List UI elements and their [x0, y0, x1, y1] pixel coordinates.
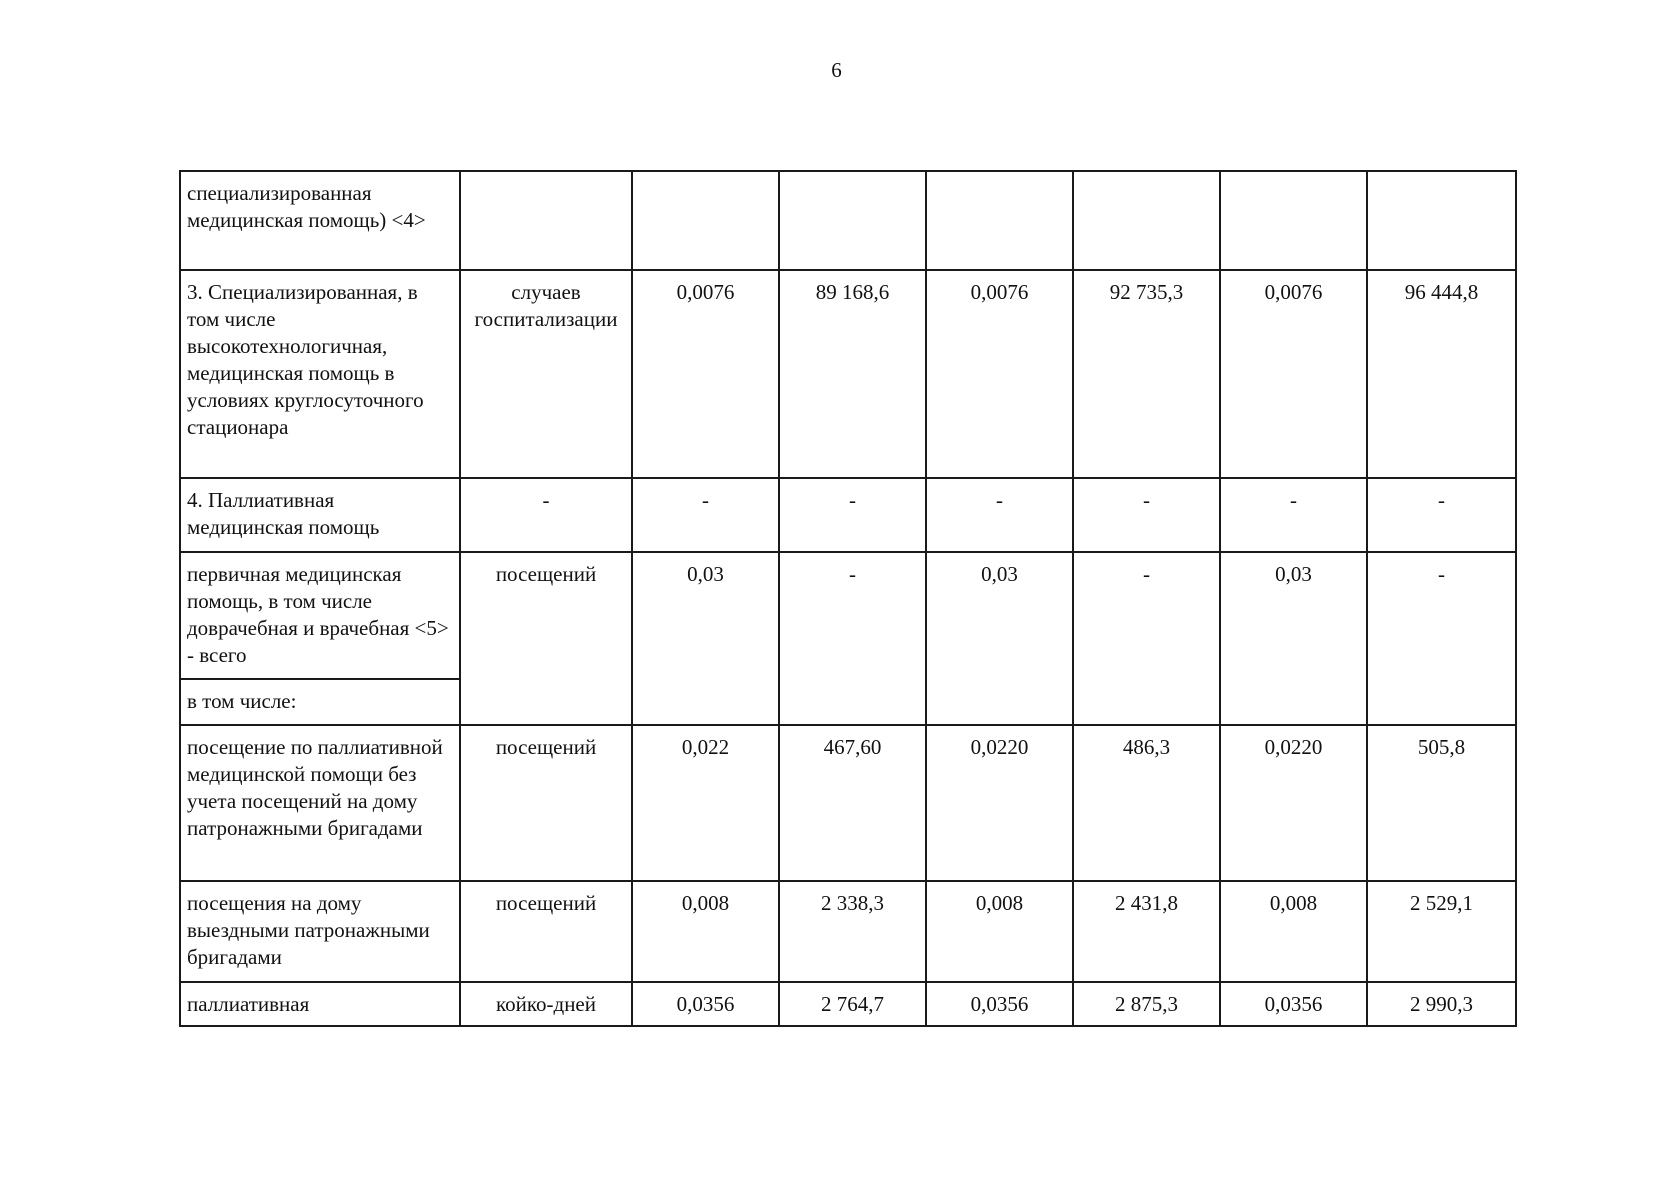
value-cell: -	[632, 478, 779, 552]
value-cell: 2 338,3	[779, 881, 926, 982]
value-cell: 0,0076	[1220, 270, 1367, 478]
value-cell: -	[926, 478, 1073, 552]
table-row	[180, 982, 1516, 1026]
value-cell: 2 764,7	[779, 982, 926, 1026]
value-cell: -	[1220, 478, 1367, 552]
value-cell: 0,0220	[926, 725, 1073, 881]
value-cell: 0,0220	[1220, 725, 1367, 881]
value-cell: -	[779, 478, 926, 552]
value-cell: 0,0356	[926, 982, 1073, 1026]
row-label: посещение по паллиативной медицинской помощи без учета посещений на дому патронажными бригадами	[180, 725, 460, 881]
value-cell: 2 990,3	[1367, 982, 1516, 1026]
row-label: 3. Специализированная, в том числе высокотехнологичная, медицинская помощь в условиях круглосуточного стационара	[180, 270, 460, 478]
value-cell: 0,008	[1220, 881, 1367, 982]
indicators-table	[179, 170, 1517, 1027]
value-cell: 467,60	[779, 725, 926, 881]
value-cell: 2 529,1	[1367, 881, 1516, 982]
value-cell: 0,03	[1220, 552, 1367, 725]
table-cell	[460, 171, 632, 270]
value-cell: 2 875,3	[1073, 982, 1220, 1026]
value-cell: 0,03	[632, 552, 779, 725]
table-cell	[779, 171, 926, 270]
row-label: паллиативная	[180, 982, 460, 1026]
value-cell: 0,008	[926, 881, 1073, 982]
value-cell: -	[1367, 552, 1516, 725]
value-cell: 0,0356	[632, 982, 779, 1026]
unit-cell: случаев госпитализации	[460, 270, 632, 478]
value-cell: -	[1367, 478, 1516, 552]
value-cell: 486,3	[1073, 725, 1220, 881]
row-label: 4. Паллиативная медицинская помощь	[180, 478, 460, 552]
value-cell: -	[779, 552, 926, 725]
value-cell: 0,0076	[632, 270, 779, 478]
value-cell: 2 431,8	[1073, 881, 1220, 982]
row-label: в том числе:	[180, 679, 460, 725]
value-cell: -	[1073, 478, 1220, 552]
value-cell: -	[1073, 552, 1220, 725]
unit-cell: посещений	[460, 881, 632, 982]
value-cell: 0,03	[926, 552, 1073, 725]
table-cell	[926, 171, 1073, 270]
value-cell: 0,0076	[926, 270, 1073, 478]
table-cell	[1367, 171, 1516, 270]
table-row	[180, 881, 1516, 982]
value-cell: 0,022	[632, 725, 779, 881]
unit-cell: посещений	[460, 725, 632, 881]
value-cell: 96 444,8	[1367, 270, 1516, 478]
table-row	[180, 725, 1516, 881]
table-cell	[632, 171, 779, 270]
row-label: посещения на дому выездными патронажными бригадами	[180, 881, 460, 982]
table-row	[180, 552, 1516, 679]
unit-cell: посещений	[460, 552, 632, 725]
row-label: специализированная медицинская помощь) <4>	[180, 171, 460, 270]
value-cell: 89 168,6	[779, 270, 926, 478]
row-label: первичная медицинская помощь, в том числе доврачебная и врачебная <5> - всего	[180, 552, 460, 679]
value-cell: 0,008	[632, 881, 779, 982]
table-row	[180, 171, 1516, 270]
value-cell: 92 735,3	[1073, 270, 1220, 478]
page-number: 6	[831, 58, 842, 82]
value-cell: 0,0356	[1220, 982, 1367, 1026]
value-cell: 505,8	[1367, 725, 1516, 881]
table-cell	[1220, 171, 1367, 270]
table-row	[180, 270, 1516, 478]
unit-cell: койко-дней	[460, 982, 632, 1026]
unit-cell: -	[460, 478, 632, 552]
table-row	[180, 478, 1516, 552]
table-cell	[1073, 171, 1220, 270]
